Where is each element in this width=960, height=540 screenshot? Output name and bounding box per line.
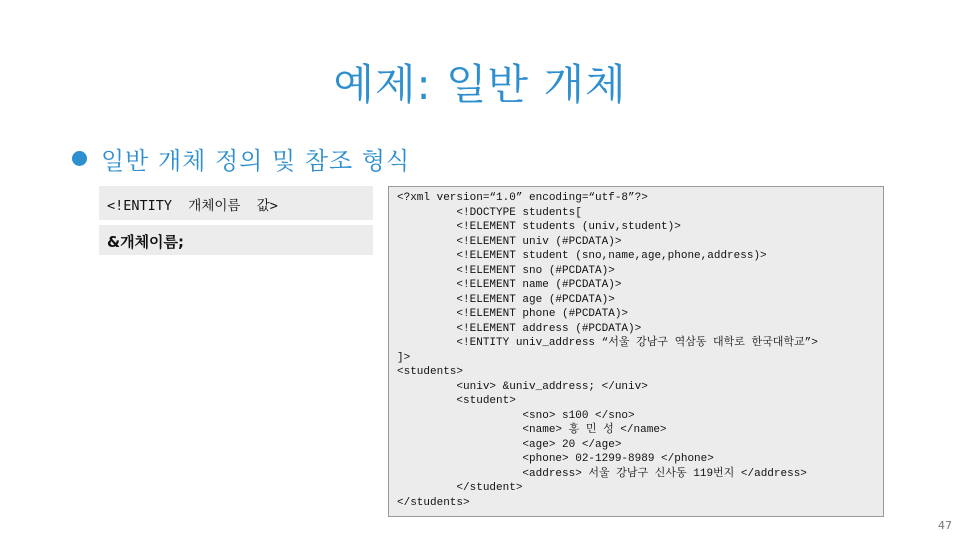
code-line: <address> 서울 강남구 신사동 119번지 </address> [397, 467, 807, 480]
code-line: ]> [397, 351, 411, 364]
bullet-dot-icon [72, 151, 87, 166]
code-line: <!ELEMENT univ (#PCDATA)> [397, 235, 622, 248]
code-line: </student> [397, 482, 523, 494]
code-line: <!ELEMENT address (#PCDATA)> [397, 322, 642, 335]
bullet-text: 일반 개체 정의 및 참조 형식 [101, 146, 411, 175]
code-line: <?xml version=“1.0” encoding=“utf-8”?> [397, 192, 648, 204]
code-line: <!ELEMENT sno (#PCDATA)> [397, 264, 615, 277]
code-line: <univ> &univ_address; </univ> [397, 380, 648, 393]
code-line: <!ELEMENT name (#PCDATA)> [397, 279, 622, 291]
code-line: <!ELEMENT phone (#PCDATA)> [397, 308, 629, 320]
code-line: <sno> s100 </sno> [397, 409, 635, 422]
code-line: </students> [397, 496, 470, 509]
entity-reference-syntax: &개체이름; [99, 225, 373, 255]
code-line: <!DOCTYPE students[ [397, 206, 582, 219]
code-line: <age> 20 </age> [397, 438, 622, 451]
code-line: <!ELEMENT student (sno,name,age,phone,address)> [397, 250, 767, 262]
code-line: <!ENTITY univ_address “서울 강남구 역삼동 대학로 한국대학교”> [397, 337, 818, 349]
code-line: <student> [397, 395, 516, 407]
page-number: 47 [938, 519, 952, 532]
xml-code-example [388, 186, 884, 517]
entity-declaration-syntax: <!ENTITY 개체이름 값> [99, 186, 373, 220]
code-line: <!ELEMENT age (#PCDATA)> [397, 293, 615, 306]
code-line: <!ELEMENT students (univ,student)> [397, 221, 681, 233]
code-line: <phone> 02-1299-8989 </phone> [397, 453, 714, 465]
code-line: <name> 홍 민 성 </name> [397, 424, 667, 436]
code-line: <students> [397, 366, 464, 378]
slide-title: 예제: 일반 개체 [333, 60, 627, 109]
bullet-item [72, 143, 410, 173]
